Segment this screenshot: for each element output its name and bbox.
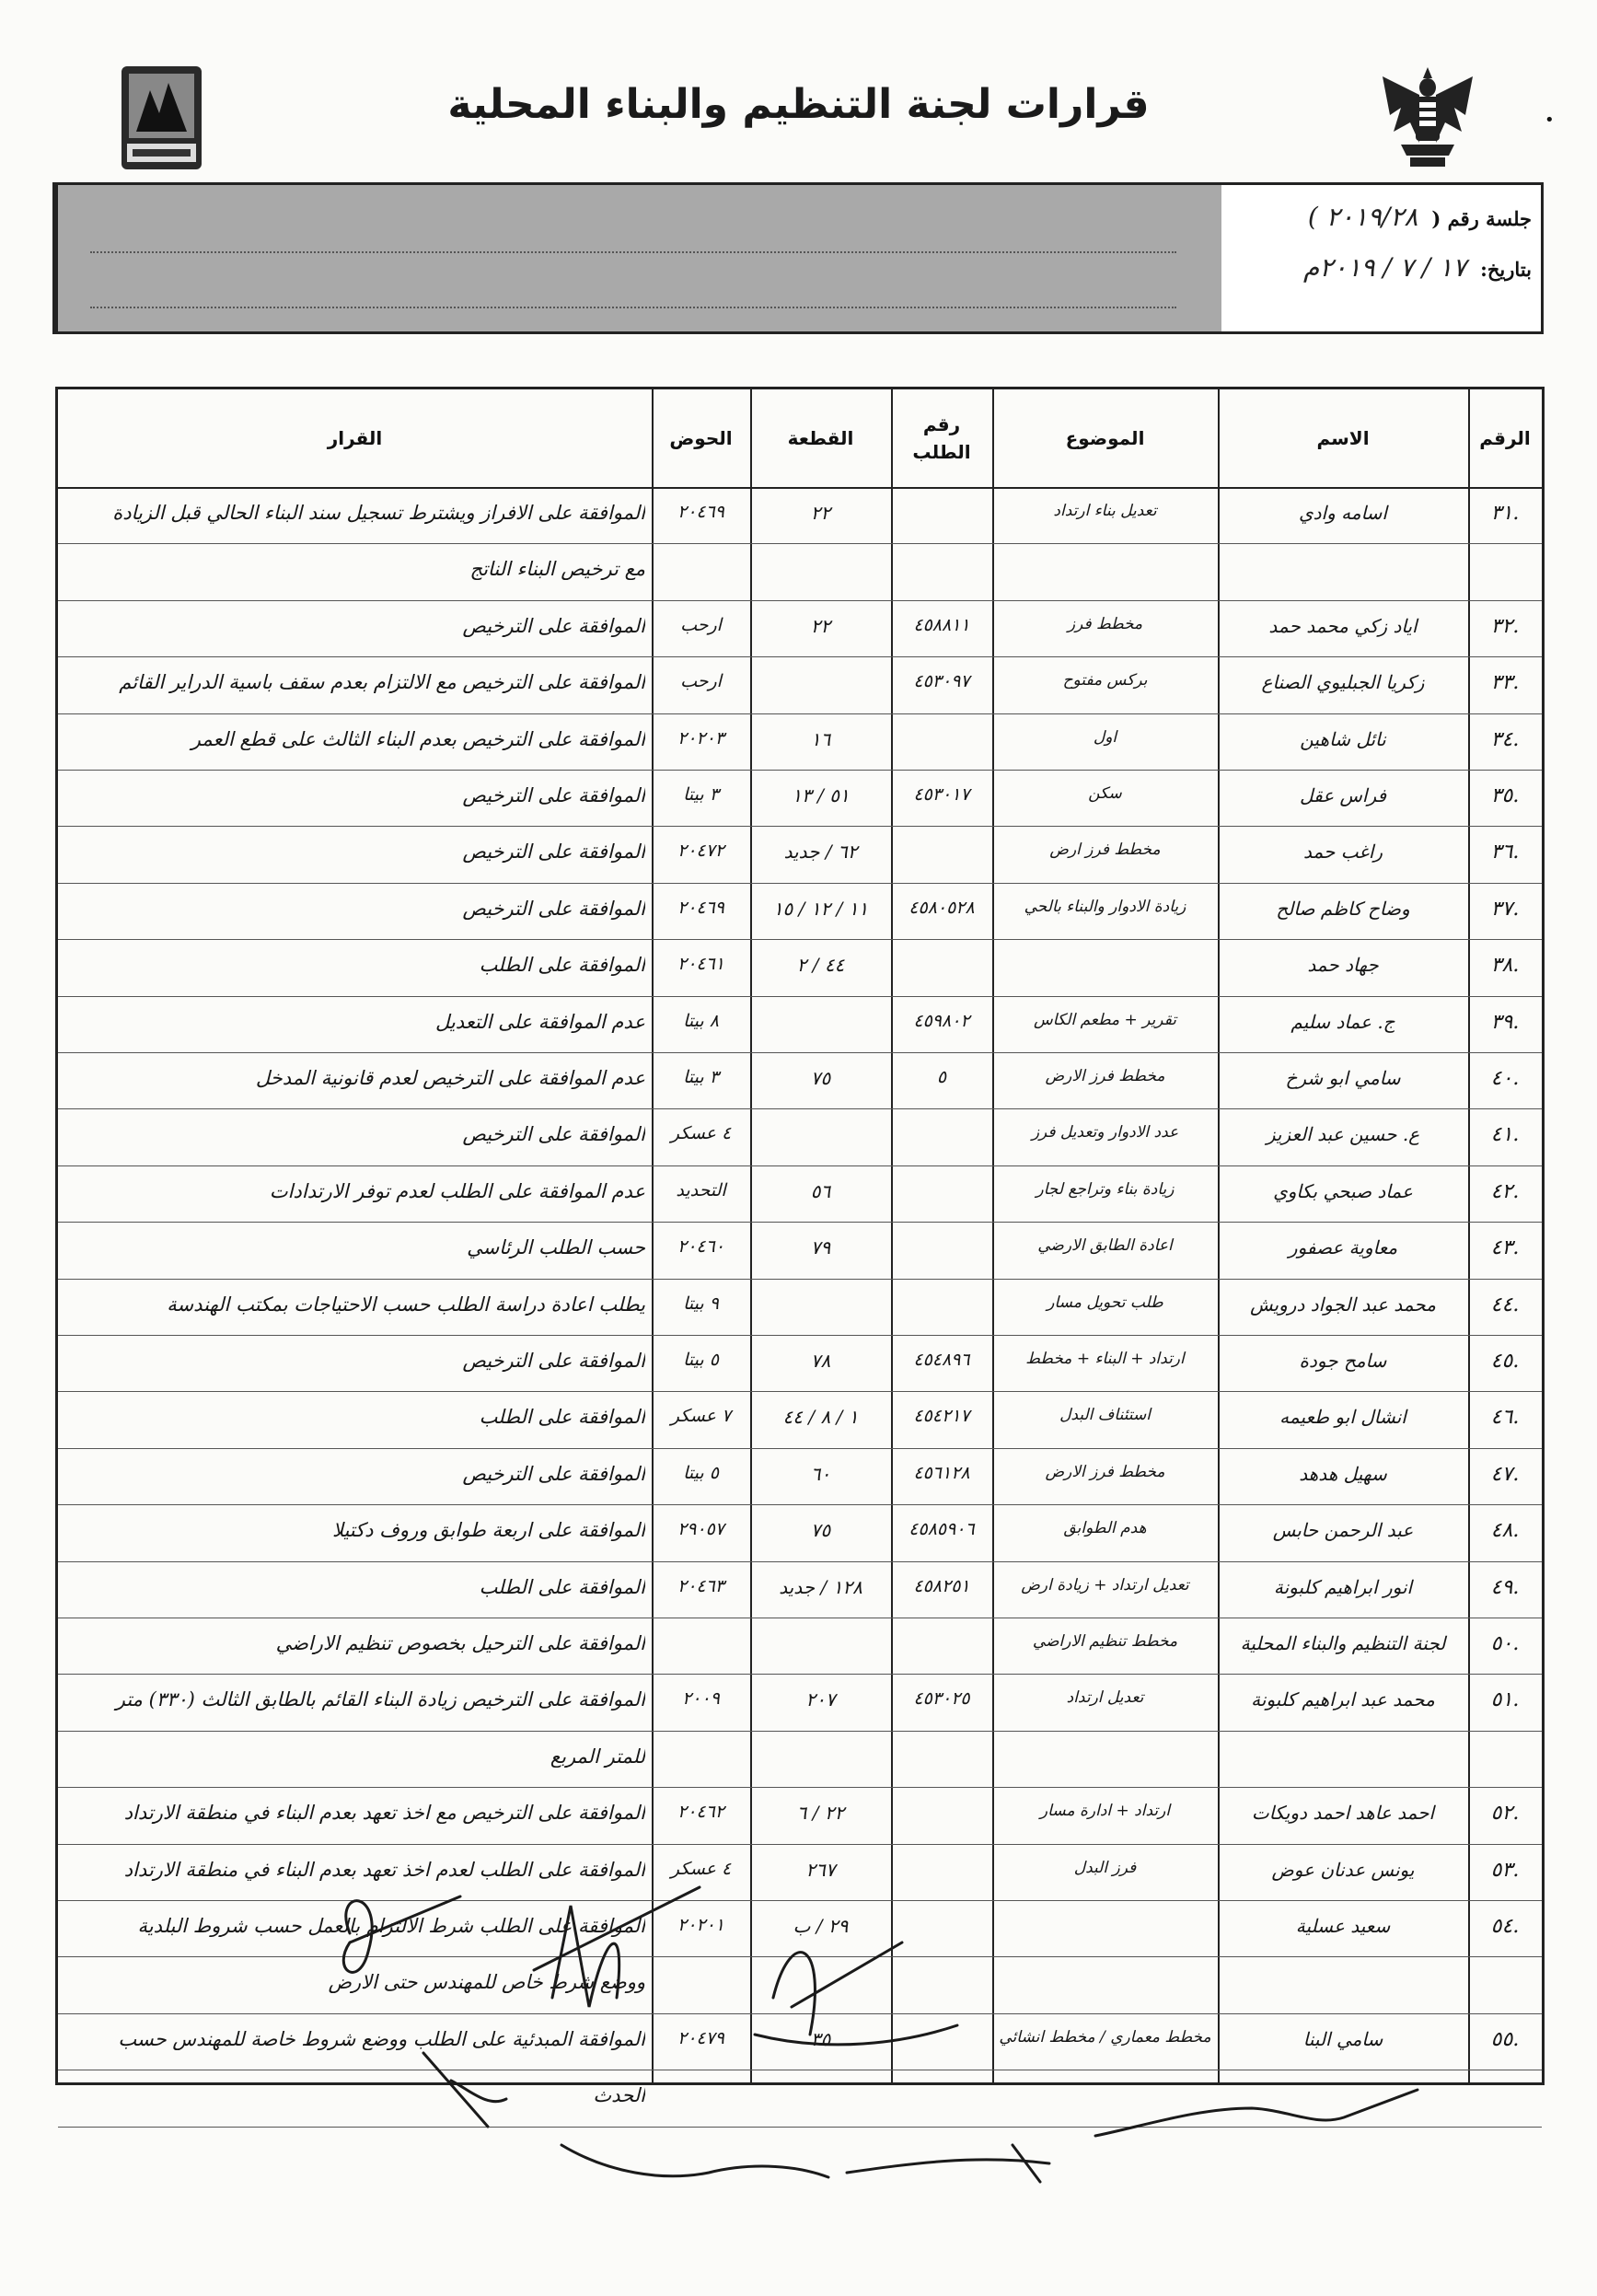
cell-plot: ٧٥ (810, 1067, 831, 1089)
row-line (58, 1222, 1542, 1223)
decisions-table (55, 387, 1545, 2107)
cell-basin: ٢٠٢٠٣ (677, 727, 725, 748)
header-divider (58, 487, 1542, 489)
cell-basin: ٢٠٤٦١ (677, 954, 725, 975)
cell-decision: الموافقة على الترخيص (462, 1462, 645, 1485)
cell-name: محمد عبد الجواد درويش (1250, 1293, 1436, 1316)
row-line (58, 770, 1542, 771)
cell-plot: ١٢٨ / جديد (779, 1575, 862, 1598)
cell-name: احمد عاهد احمد دويكات (1251, 1802, 1435, 1825)
cell-request: ٤٥٩٨٠٢ (913, 1010, 970, 1031)
cell-subject: مخطط فرز الارض (1045, 1067, 1165, 1085)
dotted-line (90, 307, 1176, 308)
cell-num: .٣٦ (1490, 841, 1520, 864)
cell-request: ٤٥٨٥٩٠٦ (908, 1519, 975, 1540)
cell-request: ٤٥٤٨٩٦ (913, 1350, 970, 1370)
cell-name: انور ابراهيم كلبونة (1273, 1575, 1413, 1598)
cell-request: ٤٥٣٠٢٥ (913, 1688, 970, 1710)
cell-basin: ٢٠٤٦٣ (677, 1575, 725, 1596)
cell-request: ٥ (936, 1067, 947, 1087)
cell-plot: ٦٢ / جديد (783, 841, 858, 864)
session-info (1223, 185, 1541, 331)
cell-name: راغب حمد (1302, 841, 1383, 864)
cell-num: .٤٠ (1490, 1067, 1520, 1090)
cell-plot: ٧٨ (810, 1350, 831, 1372)
cell-decision: ووضع شرط خاص للمهندس حتى الارض (328, 1971, 645, 1994)
cell-subject: زيادة الادوار والبناء بالحي (1024, 897, 1186, 916)
cell-decision: الموافقة على الترخيص مع اخذ تعهد بعدم البناء في منطقة الارتداد (123, 1802, 645, 1825)
header-subject: الموضوع (1065, 427, 1145, 449)
cell-num: .٥٥ (1490, 2027, 1520, 2051)
cell-basin: ٧ عسكر (670, 1406, 732, 1427)
cell-plot: ٣٥ (810, 2027, 831, 2050)
cell-subject: تعديل ارتداد + زيادة ارض (1021, 1575, 1189, 1594)
cell-num: .٥٤ (1490, 1915, 1520, 1938)
row-line (58, 543, 1542, 544)
row-line (58, 1561, 1542, 1562)
committee-signatures (313, 1869, 1510, 2274)
cell-decision: الموافقة على الترخيص (462, 897, 645, 920)
cell-subject: مخطط فرز (1067, 614, 1143, 633)
cell-name: يونس عدنان عوض (1271, 1858, 1415, 1881)
row-line (58, 656, 1542, 657)
cell-plot: ٤٤ / ٢ (796, 954, 845, 977)
header-request-line1: رقم (922, 413, 961, 435)
cell-subject: اول (1093, 727, 1117, 747)
cell-request: ٤٥٣٠٩٧ (913, 671, 970, 692)
cell-subject: تعديل ارتداد (1066, 1688, 1144, 1708)
cell-num: .٤٦ (1490, 1406, 1520, 1430)
cell-num: .٥١ (1490, 1688, 1520, 1712)
cell-name: اياد زكي محمد حمد (1268, 614, 1418, 637)
cell-plot: ١ / ٨ / ٤٤ (782, 1406, 859, 1429)
cell-num: .٤٨ (1490, 1519, 1520, 1543)
cell-subject: تعديل بناء ارتداد (1053, 502, 1157, 520)
row-line (58, 1674, 1542, 1675)
cell-num: .٣٤ (1490, 727, 1520, 751)
cell-basin: ٤ عسكر (670, 1858, 732, 1879)
cell-basin: التحديد (676, 1179, 726, 1200)
cell-decision: عدم الموافقة على الطلب لعدم توفر الارتدادات (269, 1179, 645, 1202)
cell-plot: ٢٠٧ (805, 1688, 836, 1711)
cell-num: .٤٣ (1490, 1236, 1520, 1260)
cell-plot: ٧٩ (810, 1236, 831, 1259)
cell-name: سعيد عسلية (1295, 1915, 1391, 1937)
cell-basin: ٢٠٤٦٩ (677, 502, 725, 522)
session-number-row (1223, 202, 1532, 252)
cell-subject: مخطط فرز الارض (1045, 1462, 1165, 1481)
cell-name: ع. حسين عبد العزيز (1266, 1123, 1420, 1146)
cell-decision: الحدث (593, 2084, 645, 2107)
cell-name: اسامه وادي (1299, 502, 1387, 524)
session-date-row (1223, 252, 1532, 303)
cell-num: .٤٩ (1490, 1575, 1520, 1599)
cell-basin: ٥ بيتا (683, 1350, 719, 1370)
cell-decision: حسب الطلب الرئاسي (467, 1236, 645, 1259)
cell-basin: ٤ عسكر (670, 1123, 732, 1144)
header-num: الرقم (1479, 427, 1531, 449)
cell-decision: الموافقة على الترخيص (462, 614, 645, 637)
cell-name: نائل شاهين (1300, 727, 1386, 750)
row-line (58, 826, 1542, 827)
cell-basin: ٢٠٠٩ (682, 1688, 720, 1710)
cell-num: .٤٢ (1490, 1179, 1520, 1203)
cell-decision: للمتر المربع (550, 1745, 645, 1768)
cell-name: لجنة التنظيم والبناء المحلية (1240, 1632, 1446, 1654)
cell-plot: ١١ / ١٢ / ١٥ (772, 897, 869, 920)
cell-request: ٤٥٨٠٥٢٨ (908, 897, 975, 918)
cell-basin: ٥ بيتا (683, 1462, 719, 1483)
row-line (58, 1165, 1542, 1166)
cell-decision: الموافقة على الطلب (479, 1406, 645, 1429)
cell-num: .٥٢ (1490, 1802, 1520, 1826)
cell-decision: عدم الموافقة على التعديل (434, 1010, 645, 1033)
cell-num: .٣١ (1490, 502, 1520, 525)
cell-num: .٣٣ (1490, 671, 1520, 695)
cell-name: سامح جودة (1299, 1350, 1387, 1372)
cell-name: سهيل هدهد (1299, 1462, 1387, 1485)
cell-num: .٤٥ (1490, 1350, 1520, 1373)
cell-num: .٤٧ (1490, 1462, 1520, 1486)
cell-num: .٣٢ (1490, 614, 1520, 638)
row-line (58, 1052, 1542, 1053)
cell-name: عبد الرحمن حابس (1272, 1519, 1414, 1542)
cell-decision: الموافقة على الترخيص زيادة البناء القائم بالطابق الثالث (٣٣٠) متر (115, 1688, 645, 1711)
cell-request: ٤٥٣٠١٧ (913, 784, 970, 805)
cell-subject: استئناف البدل (1059, 1406, 1151, 1425)
cell-basin: ٢٠٤٦٩ (677, 897, 725, 918)
session-date-label: بتاريخ: (1480, 258, 1532, 281)
row-line (58, 996, 1542, 997)
cell-basin: ٢٠٢٠١ (677, 1915, 725, 1935)
cell-basin: ٣ بيتا (683, 1067, 719, 1087)
cell-decision: الموافقة على الطلب شرط الالتزام بالعمل حسب شروط البلدية (137, 1915, 645, 1937)
corner-mark: • (1545, 110, 1555, 130)
cell-plot: ١٦ (810, 727, 831, 750)
page-title: قرارات لجنة التنظيم والبناء المحلية (447, 81, 1150, 128)
header-decision: القرار (327, 427, 383, 449)
cell-name: جهاد حمد (1307, 954, 1379, 977)
cell-plot: ٢٦٧ (805, 1858, 836, 1881)
cell-decision: الموافقة على الترخيص (462, 1123, 645, 1146)
cell-decision: الموافقة على الترخيص بعدم البناء الثالث على قطع العمر (191, 727, 645, 750)
cell-subject: بركس مفتوح (1062, 671, 1148, 690)
cell-subject: سكن (1088, 784, 1122, 803)
row-line (58, 713, 1542, 714)
cell-name: عماد صبحي بكاوي (1273, 1179, 1413, 1202)
cell-name: فراس عقل (1299, 784, 1387, 806)
cell-name: سامي البنا (1302, 2027, 1383, 2050)
cell-decision: الموافقة على الترخيص مع الالتزام بعدم سقف باسية الدراير القائم (119, 671, 645, 694)
header-name: الاسم (1316, 427, 1370, 449)
cell-subject: تقرير + مطعم الكاس (1033, 1010, 1177, 1029)
cell-subject: فرز البدل (1073, 1858, 1137, 1877)
cell-request: ٤٥٦١٢٨ (913, 1462, 970, 1483)
cell-plot: ٢٩ / ب (793, 1915, 849, 1937)
header-basin: الحوض (669, 427, 733, 449)
cell-name: وضاح كاظم صالح (1276, 897, 1410, 920)
cell-basin: ٢٠٤٧٩ (677, 2027, 725, 2048)
cell-decision: الموافقة على الترخيص (462, 1350, 645, 1372)
cell-basin: ٢٩٠٥٧ (677, 1519, 725, 1540)
cell-num: .٣٥ (1490, 784, 1520, 807)
row-line (58, 1108, 1542, 1109)
cell-basin: ٢٠٤٦٠ (677, 1236, 725, 1258)
cell-basin: ٣ بيتا (683, 784, 719, 805)
cell-subject: اعادة الطابق الارضي (1037, 1236, 1173, 1256)
cell-decision: الموافقة على الطلب (479, 1575, 645, 1598)
cell-decision: الموافقة على الطلب (479, 954, 645, 977)
cell-num: .٣٧ (1490, 897, 1520, 921)
cell-plot: ٥٦ (810, 1179, 831, 1202)
cell-num: .٤٤ (1490, 1293, 1520, 1316)
column-divider (891, 389, 893, 2082)
cell-decision: مع ترخيص البناء الناتج (469, 558, 645, 581)
cell-decision: الموافقة على الترحيل بخصوص تنظيم الاراضي (275, 1632, 645, 1654)
cell-num: .٥٠ (1490, 1632, 1520, 1655)
cell-decision: يطلب اعادة دراسة الطلب حسب الاحتياجات بمكتب الهندسة (167, 1293, 645, 1316)
session-number-value: ٢٠١٩/٢٨ ) (1307, 202, 1418, 232)
header-request-line2: الطلب (912, 441, 971, 463)
row-line (58, 883, 1542, 884)
cell-subject: مخطط معماري / مخطط انشائي (999, 2027, 1211, 2047)
cell-plot: ٦٠ (810, 1462, 831, 1485)
cell-plot: ٥١ / ١٣ (792, 784, 850, 806)
row-line (58, 939, 1542, 940)
cell-name: محمد عبد ابراهيم كلبونة (1251, 1688, 1435, 1711)
row-line (58, 1504, 1542, 1505)
cell-basin: ارحب (680, 614, 722, 635)
cell-num: .٤١ (1490, 1123, 1520, 1147)
cell-subject: مخطط فرز ارض (1049, 841, 1161, 860)
row-line (58, 1731, 1542, 1732)
cell-request: ٤٥٨٢٥١ (913, 1575, 970, 1596)
row-line (58, 1448, 1542, 1449)
cell-decision: الموافقة المبدئية على الطلب ووضع شروط خاصة للمهندس حسب (118, 2027, 645, 2050)
cell-name: زكريا الجبليوي الصناع (1261, 671, 1425, 694)
palestine-eagle-emblem-icon (1373, 60, 1482, 172)
cell-name: ج. عماد سليم (1290, 1010, 1395, 1033)
header-plot: القطعة (787, 427, 854, 449)
row-line (58, 1335, 1542, 1336)
cell-subject: طلب تحويل مسار (1047, 1293, 1163, 1312)
cell-subject: مخطط تنظيم الاراضي (1032, 1632, 1178, 1651)
cell-plot: ٢٢ (810, 614, 831, 637)
cell-request: ٤٥٨٨١١ (913, 614, 970, 635)
cell-plot: ٧٥ (810, 1519, 831, 1542)
cell-basin: ٨ بيتا (683, 1010, 719, 1031)
cell-decision: الموافقة على الترخيص (462, 841, 645, 864)
cell-request: ٤٥٤٢١٧ (913, 1406, 970, 1427)
cell-name: انشال ابو طعيمه (1279, 1406, 1406, 1429)
dotted-line (90, 251, 1176, 253)
cell-subject: زيادة بناء وتراجع لجار (1036, 1179, 1175, 1199)
municipality-stamp-icon (118, 63, 205, 173)
cell-num: .٥٣ (1490, 1858, 1520, 1882)
session-box (52, 182, 1544, 334)
cell-decision: الموافقة على الترخيص (462, 784, 645, 806)
row-line (58, 1391, 1542, 1392)
cell-name: سامي ابو شرخ (1285, 1067, 1401, 1089)
cell-num: .٣٩ (1490, 1010, 1520, 1034)
cell-plot: ٢٢ / ٦ (796, 1802, 845, 1825)
cell-decision: الموافقة على الافراز ويشترط تسجيل سند البناء الحالي قبل الزيادة (112, 502, 645, 524)
cell-basin: ارحب (680, 671, 722, 692)
cell-basin: ٢٠٤٦٢ (677, 1802, 725, 1823)
row-line (58, 600, 1542, 601)
cell-decision: عدم الموافقة على الترخيص لعدم قانونية المدخل (255, 1067, 645, 1089)
cell-subject: ارتداد + ادارة مسار (1039, 1802, 1171, 1821)
cell-subject: ارتداد + البناء + مخطط (1025, 1350, 1185, 1368)
row-line (58, 1787, 1542, 1788)
cell-name: معاوية عصفور (1288, 1236, 1398, 1259)
cell-subject: عدد الادوار وتعديل فرز (1031, 1123, 1179, 1142)
row-line (58, 1844, 1542, 1845)
session-number-label: جلسة رقم ( (1431, 207, 1532, 230)
cell-basin: ٩ بيتا (683, 1293, 719, 1314)
session-notes-area (55, 185, 1221, 331)
cell-plot: ٢٢ (810, 502, 831, 524)
cell-decision: الموافقة على الطلب لعدم اخذ تعهد بعدم البناء في منطقة الارتداد (123, 1858, 645, 1881)
cell-subject: هدم الطوابق (1063, 1519, 1147, 1538)
header-request (891, 389, 992, 487)
cell-num: .٣٨ (1490, 954, 1520, 978)
cell-basin: ٢٠٤٧٢ (677, 841, 725, 862)
row-line (58, 1279, 1542, 1280)
cell-decision: الموافقة على اربعة طوابق وروف دكتيلا (331, 1519, 645, 1542)
session-date-value: ١٧ / ٧ / ٢٠١٩م (1303, 252, 1467, 283)
